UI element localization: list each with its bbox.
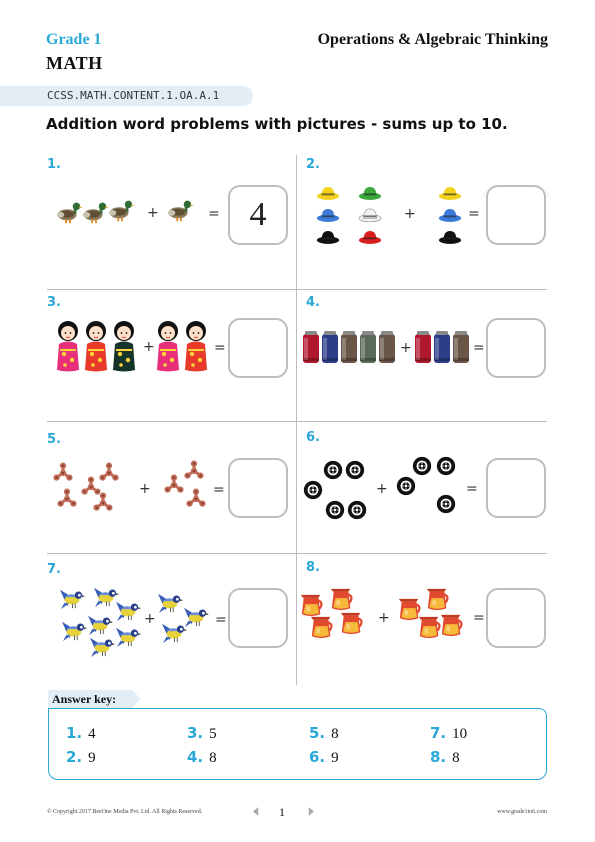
plus-sign: + (400, 340, 412, 356)
problem-number: 3. (47, 295, 61, 310)
problem-number: 4. (306, 295, 320, 310)
answer-key-item (309, 748, 339, 767)
bowler-hat-icon (438, 184, 464, 248)
answer-key-value: 8 (209, 750, 217, 766)
answer-box[interactable] (486, 185, 546, 245)
equals-sign: = (466, 481, 478, 497)
problem-number: 5. (47, 432, 61, 447)
problem-number: 8. (306, 560, 320, 575)
answer-box[interactable] (228, 458, 288, 518)
answer-key-box (48, 708, 547, 780)
plus-sign: + (143, 339, 155, 355)
answer-key-value: 10 (452, 726, 468, 742)
grid-divider-vertical (296, 155, 297, 685)
plus-sign: + (144, 611, 156, 627)
plus-sign: + (404, 206, 416, 222)
answer-key-number: 8. (430, 748, 447, 766)
plus-sign: + (147, 205, 159, 221)
subject-label: MATH (46, 53, 103, 73)
chevron-left-icon[interactable] (253, 807, 260, 816)
answer-key-item (187, 724, 217, 743)
plus-sign: + (376, 481, 388, 497)
answer-key-item (66, 724, 96, 743)
equals-sign: = (473, 610, 485, 626)
answer-key-item (187, 748, 217, 767)
fidget-spinner-icon (163, 460, 209, 512)
answer-key-item (430, 724, 467, 743)
equals-sign: = (473, 340, 485, 356)
answer-key-number: 7. (430, 724, 447, 742)
page-number: 1 (279, 805, 285, 819)
answer-box[interactable] (486, 318, 546, 378)
blue-tit-bird-icon (156, 590, 214, 652)
bowler-hat-icon (316, 184, 388, 248)
answer-key-value: 5 (209, 726, 217, 742)
equals-sign: = (468, 206, 480, 222)
answer-key-item (66, 748, 96, 767)
answer-key-value: 8 (331, 726, 339, 742)
answer-key-number: 6. (309, 748, 326, 766)
answer-key-value: 4 (88, 726, 96, 742)
fidget-spinner-icon (52, 462, 122, 514)
answer-key-number: 3. (187, 724, 204, 742)
answer-key-item (309, 724, 339, 743)
answer-key-number: 5. (309, 724, 326, 742)
battery-can-icon (414, 330, 472, 366)
chevron-right-icon[interactable] (307, 807, 314, 816)
equals-sign: = (215, 612, 227, 628)
equals-sign: = (213, 482, 225, 498)
standard-tag: CCSS.MATH.CONTENT.1.OA.A.1 (0, 86, 253, 106)
answer-key-value: 9 (331, 750, 339, 766)
equals-sign: = (208, 206, 220, 222)
problem-number: 7. (47, 562, 61, 577)
grid-divider-row-1 (47, 289, 547, 290)
answer-box[interactable]: 4 (228, 185, 288, 245)
grid-divider-row-3 (47, 553, 547, 554)
answer-key-value: 8 (452, 750, 460, 766)
answer-key-number: 2. (66, 748, 83, 766)
kokeshi-doll-icon (155, 320, 211, 374)
problem-number: 2. (306, 157, 320, 172)
problem-number: 1. (47, 157, 61, 172)
worksheet-title: Addition word problems with pictures - sums up to 10. (46, 115, 508, 133)
blue-tit-bird-icon (58, 584, 144, 658)
mallard-duck-icon (166, 198, 196, 224)
answer-box[interactable] (228, 588, 288, 648)
answer-key-value: 9 (88, 750, 96, 766)
tire-icon (396, 456, 462, 518)
website-link[interactable]: www.grade1to6.com (497, 809, 547, 815)
answer-box[interactable] (228, 318, 288, 378)
copyright-text: © Copyright 2017 BeeOne Media Pvt. Ltd. All Rights Reserved. (47, 809, 203, 815)
plus-sign: + (139, 481, 151, 497)
plus-sign: + (378, 610, 390, 626)
grade-label: Grade 1 (46, 31, 102, 48)
domain-label: Operations & Algebraic Thinking (317, 31, 548, 48)
answer-key-item (430, 748, 460, 767)
problem-number: 6. (306, 430, 320, 445)
juice-pitcher-icon (398, 586, 464, 646)
tire-icon (330, 488, 350, 508)
answer-box[interactable] (486, 588, 546, 648)
answer-key-label: Answer key: (48, 690, 132, 708)
answer-key-number: 4. (187, 748, 204, 766)
grid-divider-row-2 (47, 421, 547, 422)
equals-sign: = (214, 340, 226, 356)
answer-box[interactable] (486, 458, 546, 518)
mallard-duck-icon (55, 200, 135, 226)
answer-key-number: 1. (66, 724, 83, 742)
battery-can-icon (302, 330, 398, 366)
juice-pitcher-icon (300, 586, 366, 646)
kokeshi-doll-icon (55, 320, 139, 374)
